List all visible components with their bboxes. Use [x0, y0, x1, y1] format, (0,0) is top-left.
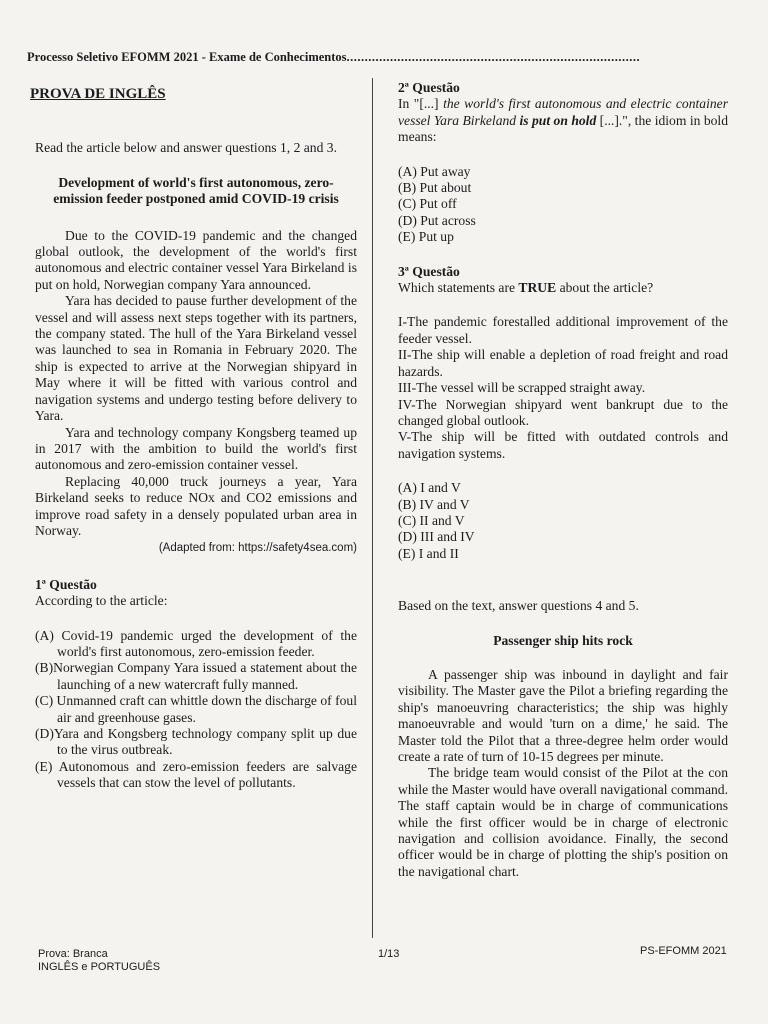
question-2-option-d[interactable]: (D) Put across: [398, 212, 476, 228]
question-2-option-b[interactable]: (B) Put about: [398, 180, 472, 196]
question-3-options: [398, 480, 728, 562]
question-3-text-after: about the article?: [556, 280, 654, 296]
article-paragraph-2: Yara has decided to pause further development of the vessel and will assess next steps together with its partners, the company stated. The hull of the Yara Birkeland vessel was launched to sea in Romania in February 2020. The ship is expected to arrive at the Norwegian shipyard in May where it will be fitted with various control and navigation systems and undergo testing before delivery to Yara.: [35, 293, 357, 424]
question-3-statement-3: III-The vessel will be scrapped straight away.: [398, 380, 646, 396]
right-column: [398, 80, 728, 880]
question-1-option-a[interactable]: (A) Covid-19 pandemic urged the development of the world's first autonomous, zero-emission feeder.: [35, 627, 357, 659]
question-1-option-c[interactable]: (C) Unmanned craft can whittle down the discharge of foul air and greenhouse gases.: [35, 693, 357, 725]
question-2-option-e[interactable]: (E) Put up: [398, 229, 454, 245]
question-3-text: [398, 280, 728, 296]
question-2-options: [398, 164, 728, 246]
article-2-paragraph-2: The bridge team would consist of the Pilot at the con while the Master would have overall navigational command. The staff captain would be in charge of communications while the first officer would be in charge of electronic navigation and collision avoidance. Finally, the second officer would be in charge of plotting the ship's position on the navigational chart.: [398, 765, 728, 879]
question-1-option-e[interactable]: (E) Autonomous and zero-emission feeders are salvage vessels that can stow the level of pollutants.: [35, 758, 357, 791]
article-paragraph-1: Due to the COVID-19 pandemic and the changed global outlook, the development of the world's first autonomous and electric container vessel Yara Birkeland is put on hold, Norwegian company Yara announced.: [35, 227, 357, 292]
question-2-option-c[interactable]: (C) Put off: [398, 196, 457, 212]
question-1-options: [35, 628, 357, 792]
question-1-title: 1ª Questão: [35, 576, 97, 592]
header-title: Processo Seletivo EFOMM 2021 - Exame de Conhecimentos: [27, 50, 347, 64]
intro-text: Read the article below and answer questions 1, 2 and 3.: [35, 140, 337, 156]
question-1-option-b[interactable]: (B)Norwegian Company Yara issued a statement about the launching of a new watercraft fully manned.: [35, 660, 357, 692]
article-2-paragraph-1: A passenger ship was inbound in daylight and fair visibility. The Master gave the Pilot a briefing regarding the ship's manoeuvring characteristics; the ship was highly manoeuvrable and would 'turn on a dime,' he said. The Master told the Pilot that a three-degree helm order would create a rate of turn of 10-15 degrees per minute.: [398, 666, 728, 764]
question-3-option-e[interactable]: (E) I and II: [398, 545, 459, 561]
question-2-text: [398, 96, 728, 145]
based-on-text: Based on the text, answer questions 4 and 5.: [398, 598, 639, 614]
question-2-suffix: [...].", the idiom in bold means:: [398, 112, 728, 145]
question-2-title: 2ª Questão: [398, 80, 460, 95]
prova-title: PROVA DE INGLÊS: [30, 86, 166, 102]
question-3-statement-5: V-The ship will be fitted with outdated controls and navigation systems.: [398, 429, 728, 461]
question-3-option-b[interactable]: (B) IV and V: [398, 496, 470, 512]
footer-prova: Prova: Branca: [38, 948, 108, 960]
question-3-option-a[interactable]: (A) I and V: [398, 480, 461, 496]
footer-subject: INGLÊS e PORTUGUÊS: [38, 961, 161, 973]
article-paragraph-3: Yara and technology company Kongsberg teamed up in 2017 with the ambition to build the world's first autonomous and zero-emission container vessel.: [35, 424, 357, 473]
article-title: Development of world's first autonomous, zero-emission feeder postponed amid COVID-19 crisis: [53, 174, 339, 207]
question-2-prefix: In "[...]: [398, 96, 444, 112]
header-dots: .................................................................................: [346, 50, 641, 64]
question-3-text-before: Which statements are: [398, 280, 519, 296]
footer-left: [38, 948, 160, 974]
left-column: [30, 86, 357, 792]
question-3-statement-2: II-The ship will enable a depletion of road freight and road hazards.: [398, 347, 728, 379]
footer-exam-code: PS-EFOMM 2021: [640, 945, 727, 957]
question-3-text-bold: TRUE: [518, 280, 557, 296]
question-3-option-c[interactable]: (C) II and V: [398, 512, 465, 528]
page-header: [27, 50, 717, 65]
question-1-text: According to the article:: [35, 593, 168, 609]
article-paragraph-4: Replacing 40,000 truck journeys a year, Yara Birkeland seeks to reduce NOx and CO2 emissions and improve road safety in a densely populated urban area in Norway.: [35, 473, 357, 538]
question-1-option-d[interactable]: (D)Yara and Kongsberg technology company split up due to the virus outbreak.: [35, 726, 357, 758]
question-3-statement-4: IV-The Norwegian shipyard went bankrupt due to the changed global outlook.: [398, 396, 728, 428]
article-source: (Adapted from: https://safety4sea.com): [158, 542, 357, 555]
article-2-title: Passenger ship hits rock: [493, 632, 633, 648]
question-3-title: 3ª Questão: [398, 263, 460, 279]
footer-page-number: 1/13: [378, 948, 400, 960]
question-3-statement-1: I-The pandemic forestalled additional improvement of the feeder vessel.: [398, 314, 728, 346]
question-2-option-a[interactable]: (A) Put away: [398, 163, 471, 179]
question-2-quote: the world's first autonomous and electric container vessel Yara Birkeland: [398, 96, 729, 128]
question-2-idiom: is put on hold: [519, 112, 597, 128]
question-3-option-d[interactable]: (D) III and IV: [398, 529, 475, 545]
column-divider: [372, 78, 373, 938]
